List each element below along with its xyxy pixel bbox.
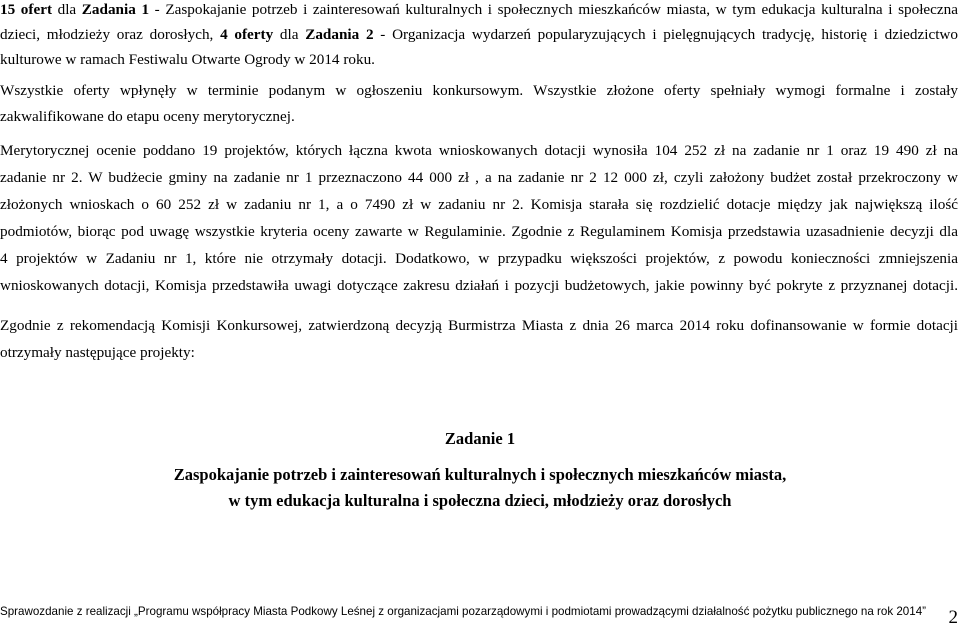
paragraph-recommendation-line-1: Zgodnie z rekomendacją Komisji Konkursowej, zatwierdzoną decyzją Burmistrza Miasta z dnia 26 marca 2014 roku dofinansowanie w formie dotacji: [0, 317, 958, 334]
section-title: Zadanie 1: [444, 429, 516, 448]
offer-count-task-1: 15 ofert: [0, 1, 52, 18]
paragraph-evaluation-line-1: Merytorycznej ocenie poddano 19 projektów, których łączna kwota wnioskowanych dotacji wynosiła 104 252 zł na zadanie nr 1 oraz 19 490 zł na: [0, 142, 958, 159]
paragraph-offers-line-2: [0, 25, 958, 45]
page-footer: Sprawozdanie z realizacji „Programu współpracy Miasta Podkowy Leśnej z organizacjami pozarządowymi i podmiotami prowadzącymi działalność pożytku publicznego na rok 2014”: [0, 605, 926, 618]
paragraph-formal-line-2: zakwalifikowane do etapu oceny merytorycznej.: [0, 108, 295, 125]
section-subtitle-line-2: w tym edukacja kulturalna i społeczna dzieci, młodzieży oraz dorosłych: [228, 491, 732, 510]
text-span: - Organizacja wydarzeń popularyzujących i pielęgnujących tradycję, historię i dziedzictwo: [373, 26, 958, 43]
paragraph-evaluation-line-6: wnioskowanych dotacji, Komisja przedstawiła uwagi dotyczące zakresu działań i pozycji budżetowych, jakie powinny być pokryte z przyznanej dotacji.: [0, 277, 958, 294]
text-span: - Zaspokajanie potrzeb i zainteresowań kulturalnych i społecznych mieszkańców miasta, w tym edukacja kulturalna i społeczna: [149, 1, 958, 18]
task-1-label: Zadania 1: [81, 1, 150, 18]
page-number: 2: [948, 607, 958, 628]
task-2-label: Zadania 2: [305, 26, 374, 43]
paragraph-evaluation-line-4: podmiotów, biorąc pod uwagę wszystkie kryteria oceny zawarte w Regulaminie. Zgodnie z Regulaminem Komisja przedstawia uzasadnienie decyzji dla: [0, 223, 958, 240]
paragraph-evaluation-line-3: złożonych wnioskach o 60 252 zł w zadaniu nr 1, a o 7490 zł w zadaniu nr 2. Komisja starała się rozdzielić dotacje między jak największą ilość: [0, 196, 958, 213]
paragraph-recommendation-line-2: otrzymały następujące projekty:: [0, 344, 195, 361]
section-subtitle-line-1: Zaspokajanie potrzeb i zainteresowań kulturalnych i społecznych mieszkańców miasta,: [173, 465, 787, 484]
text-span: dla: [52, 1, 82, 18]
paragraph-offers-line-1: [0, 0, 958, 20]
paragraph-offers-line-3: kulturowe w ramach Festiwalu Otwarte Ogrody w 2014 roku.: [0, 51, 375, 68]
text-span: dla: [273, 26, 306, 43]
paragraph-evaluation-line-5: 4 projektów w Zadaniu nr 1, które nie otrzymały dotacji. Dodatkowo, w przypadku większości projektów, z powodu konieczności zmniejszenia: [0, 250, 958, 267]
paragraph-evaluation-line-2: zadanie nr 2. W budżecie gminy na zadanie nr 1 przeznaczono 44 000 zł , a na zadanie nr 2 12 000 zł, czyli założony budżet został przekroczony w: [0, 169, 958, 186]
text-span: dzieci, młodzieży oraz dorosłych,: [0, 26, 221, 43]
paragraph-formal-line-1: Wszystkie oferty wpłynęły w terminie podanym w ogłoszeniu konkursowym. Wszystkie złożone oferty spełniały wymogi formalne i zostały: [0, 82, 958, 99]
offer-count-task-2: 4 oferty: [220, 26, 274, 43]
